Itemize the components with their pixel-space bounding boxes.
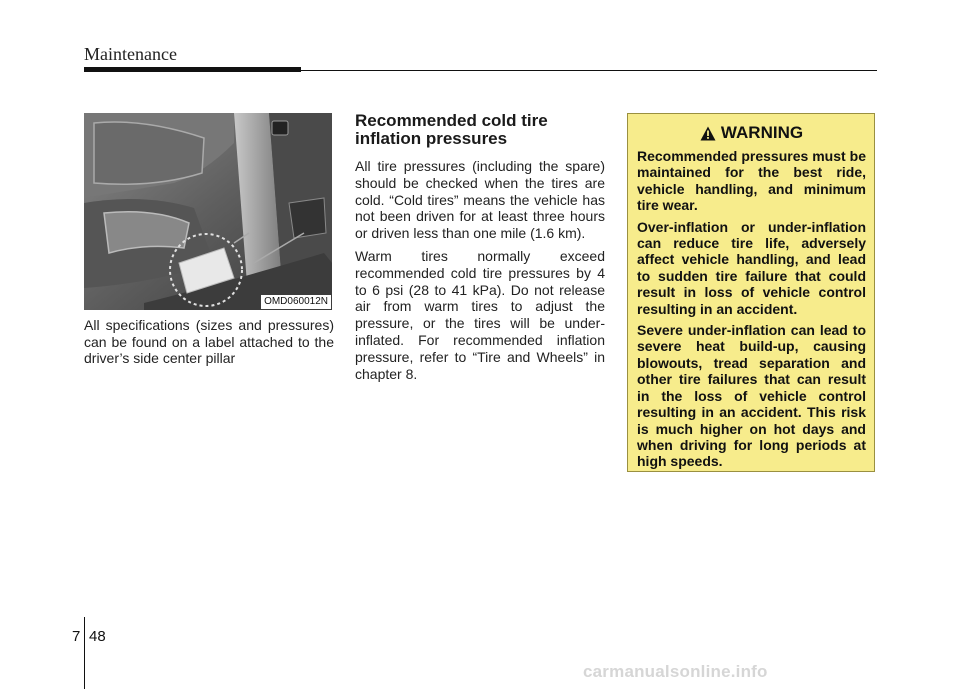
door-pillar-photo xyxy=(84,113,332,310)
door-pillar-illustration xyxy=(84,113,332,310)
watermark: carmanualsonline.info xyxy=(583,662,768,681)
section-heading: Recommended cold tire inflation pressures xyxy=(355,111,548,148)
warning-box xyxy=(627,113,875,472)
chapter-number: 7 xyxy=(72,628,81,645)
warning-paragraph-1: Recommended pressures must be maintained for the best ride, vehicle handling, and minimum tire wear. xyxy=(637,148,866,214)
page-number: 48 xyxy=(89,628,106,645)
section-title: Maintenance xyxy=(84,44,177,64)
warning-paragraph-2: Over-inflation or under-inflation can reduce tire life, adversely affect vehicle handling, and lead to sudden tire failure that could result in loss of vehicle control resulting in an accident. xyxy=(637,218,866,317)
warning-title: WARNING xyxy=(720,123,804,142)
body-paragraph-1: All tire pressures (including the spare) should be checked when the tires are cold. “Cold tires” means the vehicle has not been driven for at least three hours or driven less than one mile (1.6 km). xyxy=(355,158,605,242)
figure-code: OMD060012N xyxy=(261,295,331,309)
header-rule-thin xyxy=(301,70,877,71)
figure-caption-text: All specifications (sizes and pressures) can be found on a label attached to the driver’s side center pillar xyxy=(84,317,334,366)
warning-paragraph-3: Severe under-inflation can lead to severe heat build-up, causing blowouts, tread separation and other tire failures that can result in the loss of vehicle control resulting in an accident. This risk is much higher on hot days and when driving for long periods at high speeds. xyxy=(637,322,866,470)
body-paragraph-2: Warm tires normally exceed recommended cold tire pressures by 4 to 6 psi (28 to 41 kPa). Do not release air from warm tires to adjust the pressure, or the tires will be under-inflated. For recommended inflation pressure, refer to “Tire and Wheels” in chapter 8. xyxy=(355,247,605,382)
warning-triangle-icon xyxy=(700,126,716,141)
header-rule-thick xyxy=(84,67,301,72)
middle-column xyxy=(355,112,605,388)
footer-divider xyxy=(84,617,85,689)
warning-header xyxy=(637,122,866,144)
